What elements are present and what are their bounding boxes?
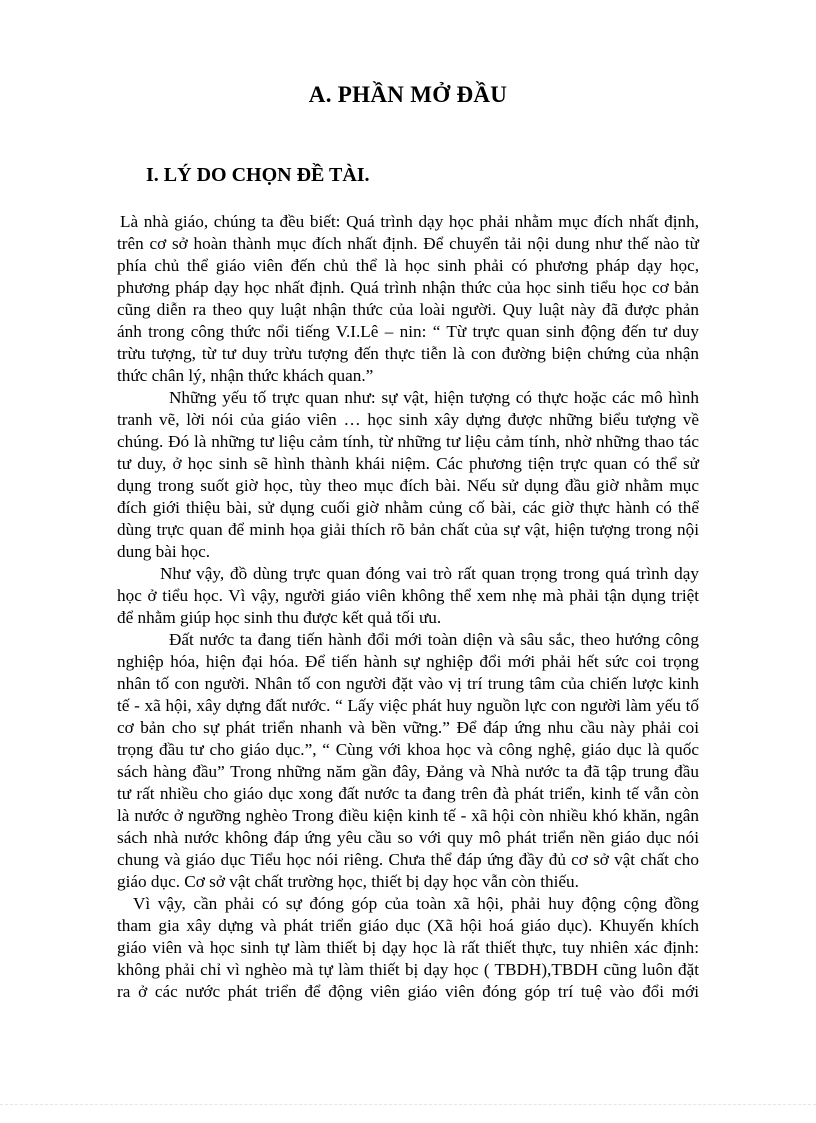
text-line: Vì vậy, cần phải có sự đóng góp của toàn xã hội, phải huy động cộng đồng xyxy=(133,894,699,913)
text-line: phía chủ thể giáo viên đến chủ thể là học sinh phải có phương pháp dạy học, xyxy=(117,256,699,275)
paragraph-1 xyxy=(117,211,699,387)
text-line: ra ở các nước phát triển để động viên giáo viên đóng góp trí tuệ vào đổi mới xyxy=(117,982,699,1001)
paragraph-5 xyxy=(117,893,699,1003)
text-line: giáo viên và học sinh tự làm thiết bị dạy học là rất thiết thực, tuy nhiên xác định: xyxy=(117,938,699,957)
text-line: là nước ở ngưỡng nghèo Trong điều kiện kinh tế - xã hội còn nhiều khó khăn, ngân xyxy=(117,806,699,825)
text-line: nhân tố con người. Nhân tố con người đặt vào vị trí trung tâm của chiến lược kinh xyxy=(117,674,699,693)
text-line: tham gia xây dựng và phát triển giáo dục (Xã hội hoá giáo dục). Khuyến khích xyxy=(117,916,699,935)
paragraph-2 xyxy=(117,387,699,563)
part-title: A. PHẦN MỞ ĐẦU xyxy=(308,82,508,107)
text-line: sách hàng đầu” Trong những năm gần đây, Đảng và Nhà nước ta đã tập trung đầu xyxy=(117,762,699,781)
text-line: dùng trực quan để minh họa giải thích rõ bản chất của sự vật, hiện tượng trong nội xyxy=(117,520,699,539)
text-line: phương pháp dạy học nhất định. Quá trình nhận thức của học sinh tiểu học cơ bản xyxy=(117,278,699,297)
text-line: Như vậy, đồ dùng trực quan đóng vai trò rất quan trọng trong quá trình dạy xyxy=(160,564,699,583)
text-line: tế - xã hội, xây dựng đất nước. “ Lấy việc phát huy nguồn lực con người làm yếu tố xyxy=(117,696,699,715)
text-line: cũng diễn ra theo quy luật nhận thức của loài người. Quy luật này đã được phản xyxy=(117,300,699,319)
text-line: để nhằm giúp học sinh thu được kết quả tối ưu. xyxy=(117,608,442,627)
text-line: nghiệp hóa, hiện đại hóa. Để tiến hành sự nghiệp đổi mới phải hết sức coi trọng xyxy=(117,652,699,671)
text-line: ánh trong công thức nổi tiếng V.I.Lê – nin: “ Từ trực quan sinh động đến tư duy xyxy=(117,322,699,341)
text-line: trên cơ sở hoàn thành mục đích nhất định. Để chuyển tải nội dung như thế nào từ xyxy=(117,234,699,253)
text-line: Đất nước ta đang tiến hành đổi mới toàn diện và sâu sắc, theo hướng công xyxy=(169,630,699,649)
section-title: I. LÝ DO CHỌN ĐỀ TÀI. xyxy=(146,164,370,186)
text-line: Là nhà giáo, chúng ta đều biết: Quá trình dạy học phải nhằm mục đích nhất định, xyxy=(120,212,699,231)
text-line: học ở tiểu học. Vì vậy, người giáo viên không thể xem nhẹ mà phải tận dụng triệt xyxy=(117,586,699,605)
text-line: tư duy, ở học sinh sẽ hình thành khái niệm. Các phương tiện trực quan có thể sử xyxy=(117,454,699,473)
text-line: giáo dục. Cơ sở vật chất trường học, thiết bị dạy học vẫn còn thiếu. xyxy=(117,872,579,891)
text-line: không phải chỉ vì nghèo mà tự làm thiết bị dạy học ( TBDH),TBDH cũng luôn đặt xyxy=(117,960,699,979)
text-line: cơ bản cho sự phát triển nhanh và bền vững.” Để đáp ứng nhu cầu này phải coi xyxy=(117,718,699,737)
text-line: Những yếu tố trực quan như: sự vật, hiện tượng có thực hoặc các mô hình xyxy=(169,388,699,407)
text-line: thức chân lý, nhận thức khách quan.” xyxy=(117,366,374,385)
text-line: tranh vẽ, lời nói của giáo viên … học sinh xây dựng được những biểu tượng về xyxy=(117,410,699,429)
text-line: chúng. Đó là những tư liệu cảm tính, từ những tư liệu cảm tính, nhờ những thao tác xyxy=(117,432,699,451)
text-line: sách nhà nước không đáp ứng yêu cầu so với quy mô phát triển nền giáo dục nói xyxy=(117,828,699,847)
paragraph-3 xyxy=(117,563,699,629)
text-line: tư rất nhiều cho giáo dục xong đất nước ta đang trên đà phát triển, kinh tế vẫn còn xyxy=(117,784,699,803)
text-line: đích giới thiệu bài, sử dụng cuối giờ nhằm củng cố bài, các giờ thực hành có thể xyxy=(117,498,699,517)
body-text xyxy=(117,211,699,1003)
text-line: dụng trong suốt giờ học, tùy theo mục đích bài. Nếu sử dụng đầu giờ nhằm mục xyxy=(117,476,699,495)
text-line: trọng đầu tư cho giáo dục.”, “ Cùng với khoa học và công nghệ, giáo dục là quốc xyxy=(117,740,699,759)
text-line: chung và giáo dục Tiểu học nói riêng. Chưa thể đáp ứng đầy đủ cơ sở vật chất cho xyxy=(117,850,699,869)
page-bottom-divider xyxy=(0,1104,816,1105)
text-line: trừu tượng, từ tư duy trừu tượng đến thực tiễn là con đường biện chứng của nhận xyxy=(117,344,699,363)
text-line: dung bài học. xyxy=(117,542,211,561)
paragraph-4 xyxy=(117,629,699,893)
